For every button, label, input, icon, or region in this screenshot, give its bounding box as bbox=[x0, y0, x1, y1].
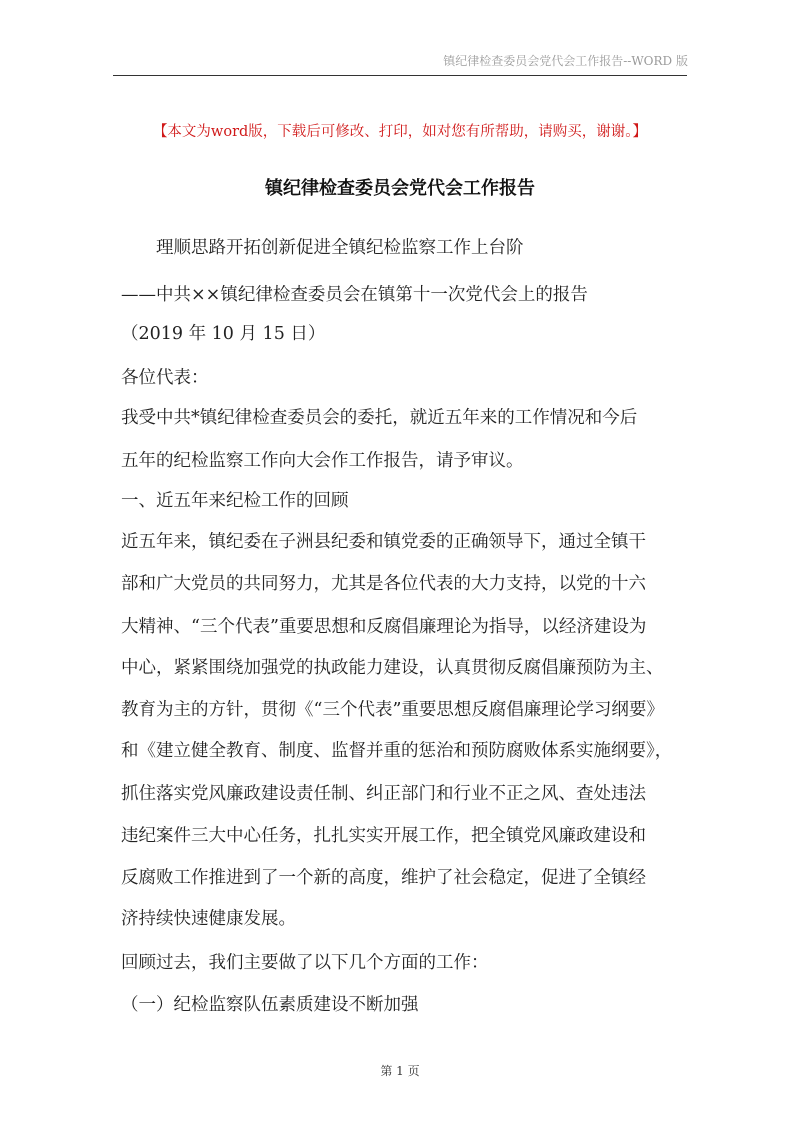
document-title: 镇纪律检查委员会党代会工作报告 bbox=[265, 178, 535, 199]
body-line: 大精神、“三个代表”重要思想和反腐倡廉理论为指导，以经济建设为 bbox=[121, 617, 647, 637]
report-date: （2019 年 10 月 15 日） bbox=[121, 324, 326, 344]
subtitle: 理顺思路开拓创新促进全镇纪检监察工作上台阶 bbox=[156, 238, 524, 258]
header-divider bbox=[113, 75, 687, 76]
body-line: 反腐败工作推进到了一个新的高度，维护了社会稳定，促进了全镇经 bbox=[121, 868, 646, 888]
running-header: 镇纪律检查委员会党代会工作报告--WORD 版 bbox=[443, 54, 688, 68]
body-line: 部和广大党员的共同努力，尤其是各位代表的大力支持，以党的十六 bbox=[121, 574, 646, 594]
body-line: 济持续快速健康发展。 bbox=[121, 909, 296, 929]
purchase-notice: 【本文为word版，下载后可修改、打印，如对您有所帮助，请购买，谢谢。】 bbox=[152, 124, 648, 140]
byline: ——中共××镇纪律检查委员会在镇第十一次党代会上的报告 bbox=[121, 285, 588, 305]
review-line: 回顾过去，我们主要做了以下几个方面的工作： bbox=[121, 953, 489, 973]
section-heading: 一、近五年来纪检工作的回顾 bbox=[121, 491, 349, 511]
intro-line-2: 五年的纪检监察工作向大会作工作报告，请予审议。 bbox=[121, 451, 524, 471]
salutation: 各位代表： bbox=[121, 368, 209, 388]
body-line: 和《建立健全教育、制度、监督并重的惩治和预防腐败体系实施纲要》， bbox=[121, 741, 673, 761]
page-number: 第 1 页 bbox=[380, 1064, 420, 1078]
body-line: 近五年来，镇纪委在子洲县纪委和镇党委的正确领导下，通过全镇干 bbox=[121, 532, 646, 552]
subsection-heading: （一）纪检监察队伍素质建设不断加强 bbox=[121, 995, 419, 1015]
intro-line-1: 我受中共*镇纪律检查委员会的委托，就近五年来的工作情况和今后 bbox=[121, 408, 638, 428]
body-line: 教育为主的方针，贯彻《“三个代表”重要思想反腐倡廉理论学习纲要》 bbox=[121, 700, 664, 720]
body-line: 中心，紧紧围绕加强党的执政能力建设，认真贯彻反腐倡廉预防为主、 bbox=[121, 658, 664, 678]
body-line: 抓住落实党风廉政建设责任制、纠正部门和行业不正之风、查处违法 bbox=[121, 784, 646, 804]
body-line: 违纪案件三大中心任务，扎扎实实开展工作，把全镇党风廉政建设和 bbox=[121, 826, 646, 846]
